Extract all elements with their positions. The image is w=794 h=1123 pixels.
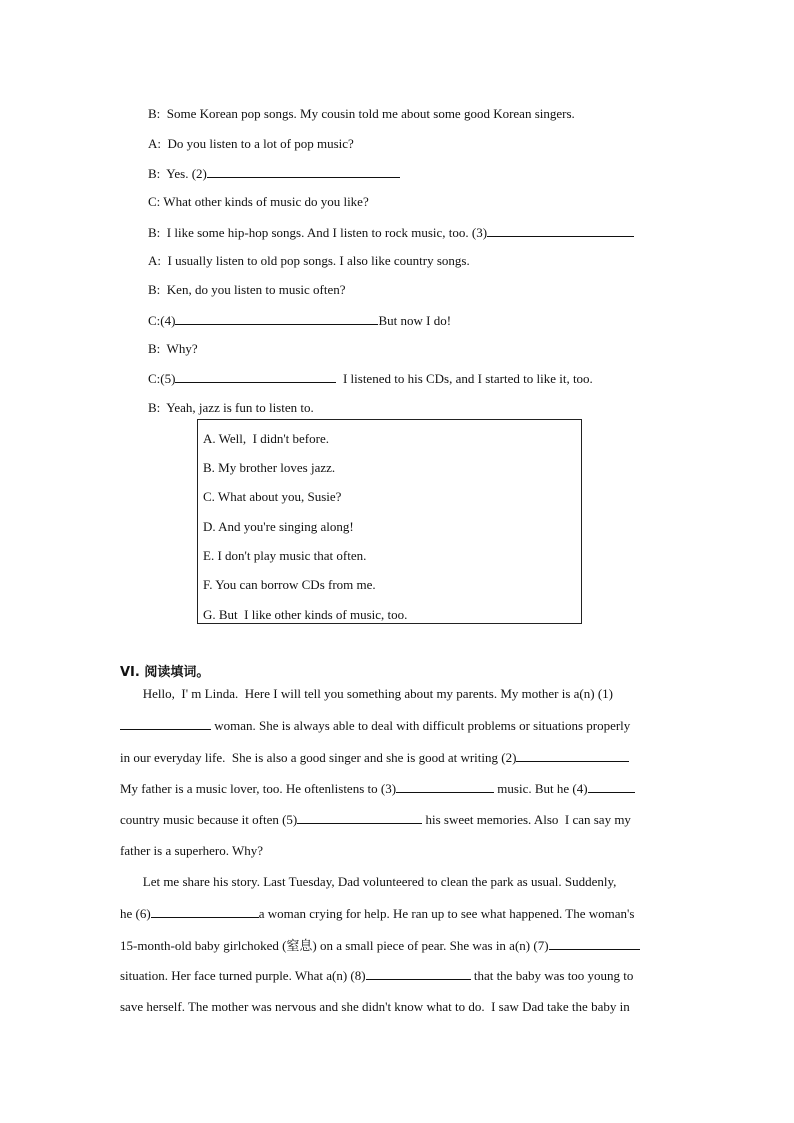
option-item: B. My brother loves jazz. — [203, 460, 336, 475]
option-item: E. I don't play music that often. — [203, 548, 367, 563]
answer-blank[interactable] — [516, 749, 629, 762]
dialogue-line — [148, 341, 198, 357]
dialogue-line — [148, 106, 575, 122]
line-text: A: Do you listen to a lot of pop music? — [148, 136, 354, 151]
passage-line — [120, 686, 613, 702]
passage-line — [120, 967, 633, 984]
answer-blank[interactable] — [549, 937, 640, 950]
answer-blank[interactable] — [120, 717, 211, 730]
passage-line — [120, 780, 635, 797]
option-item: A. Well, I didn't before. — [203, 431, 329, 446]
answer-blank[interactable] — [151, 905, 259, 918]
answer-blank[interactable] — [297, 811, 422, 824]
line-text: Let me share his story. Last Tuesday, Dad volunteered to clean the park as usual. Suddenly, — [120, 874, 617, 889]
dialogue-line — [148, 370, 593, 387]
option-item: G. But I like other kinds of music, too. — [203, 607, 408, 622]
dialogue-line — [148, 136, 354, 152]
dialogue-line — [148, 282, 346, 298]
answer-blank[interactable] — [366, 967, 471, 980]
line-text: he (6) — [120, 906, 151, 921]
line-text: I listened to his CDs, and I started to like it, too. — [336, 371, 593, 386]
line-text: B: Some Korean pop songs. My cousin told me about some good Korean singers. — [148, 106, 575, 121]
line-text: My father is a music lover, too. He oftenlistens to (3) — [120, 781, 397, 796]
passage-line — [120, 905, 634, 922]
passage-line — [120, 749, 629, 766]
line-text: in our everyday life. She is also a good singer and she is good at writing (2) — [120, 750, 517, 765]
section-heading: VI. 阅读填词。 — [120, 665, 210, 680]
options-box — [197, 419, 582, 624]
passage-line — [120, 999, 630, 1015]
line-text: Hello, I' m Linda. Here I will tell you something about my parents. My mother is a(n) (1) — [120, 686, 613, 701]
line-text: B: Yes. (2) — [148, 166, 207, 181]
passage-line — [120, 843, 263, 859]
passage-line — [120, 811, 631, 828]
line-text: woman. She is always able to deal with difficult problems or situations properly — [211, 718, 631, 733]
line-text: that the baby was too young to — [470, 968, 634, 983]
line-text: C: What other kinds of music do you like? — [148, 194, 369, 209]
line-text: save herself. The mother was nervous and she didn't know what to do. I saw Dad take the baby in — [120, 999, 630, 1014]
dialogue-line — [148, 165, 400, 182]
line-text: B: Ken, do you listen to music often? — [148, 282, 346, 297]
answer-blank[interactable] — [588, 780, 635, 793]
answer-blank[interactable] — [175, 312, 378, 325]
line-text: C:(5) — [148, 371, 176, 386]
line-text: country music because it often (5) — [120, 812, 298, 827]
answer-blank[interactable] — [396, 780, 494, 793]
line-text: 15-month-old baby girlchoked (窒息) on a small piece of pear. She was in a(n) (7) — [120, 938, 549, 953]
line-text: situation. Her face turned purple. What a(n) (8) — [120, 968, 366, 983]
option-item: D. And you're singing along! — [203, 519, 354, 534]
dialogue-line — [148, 400, 314, 416]
line-text: But now I do! — [378, 313, 452, 328]
dialogue-line — [148, 253, 470, 269]
passage-line — [120, 937, 640, 954]
line-text: music. But he (4) — [494, 781, 588, 796]
dialogue-line — [148, 312, 451, 329]
line-text: father is a superhero. Why? — [120, 843, 264, 858]
dialogue-line — [148, 194, 369, 210]
line-text: C:(4) — [148, 313, 176, 328]
answer-blank[interactable] — [175, 370, 336, 383]
line-text: B: Yeah, jazz is fun to listen to. — [148, 400, 314, 415]
line-text: B: I like some hip-hop songs. And I listen to rock music, too. (3) — [148, 225, 488, 240]
line-text: A: I usually listen to old pop songs. I also like country songs. — [148, 253, 470, 268]
option-item: F. You can borrow CDs from me. — [203, 577, 376, 592]
line-text: his sweet memories. Also I can say my — [422, 812, 631, 827]
line-text: B: Why? — [148, 341, 198, 356]
option-item: C. What about you, Susie? — [203, 489, 342, 504]
passage-line — [120, 874, 616, 890]
answer-blank[interactable] — [207, 165, 400, 178]
passage-line — [120, 717, 630, 734]
dialogue-line — [148, 224, 634, 241]
line-text: a woman crying for help. He ran up to see what happened. The woman's — [258, 906, 635, 921]
answer-blank[interactable] — [487, 224, 634, 237]
